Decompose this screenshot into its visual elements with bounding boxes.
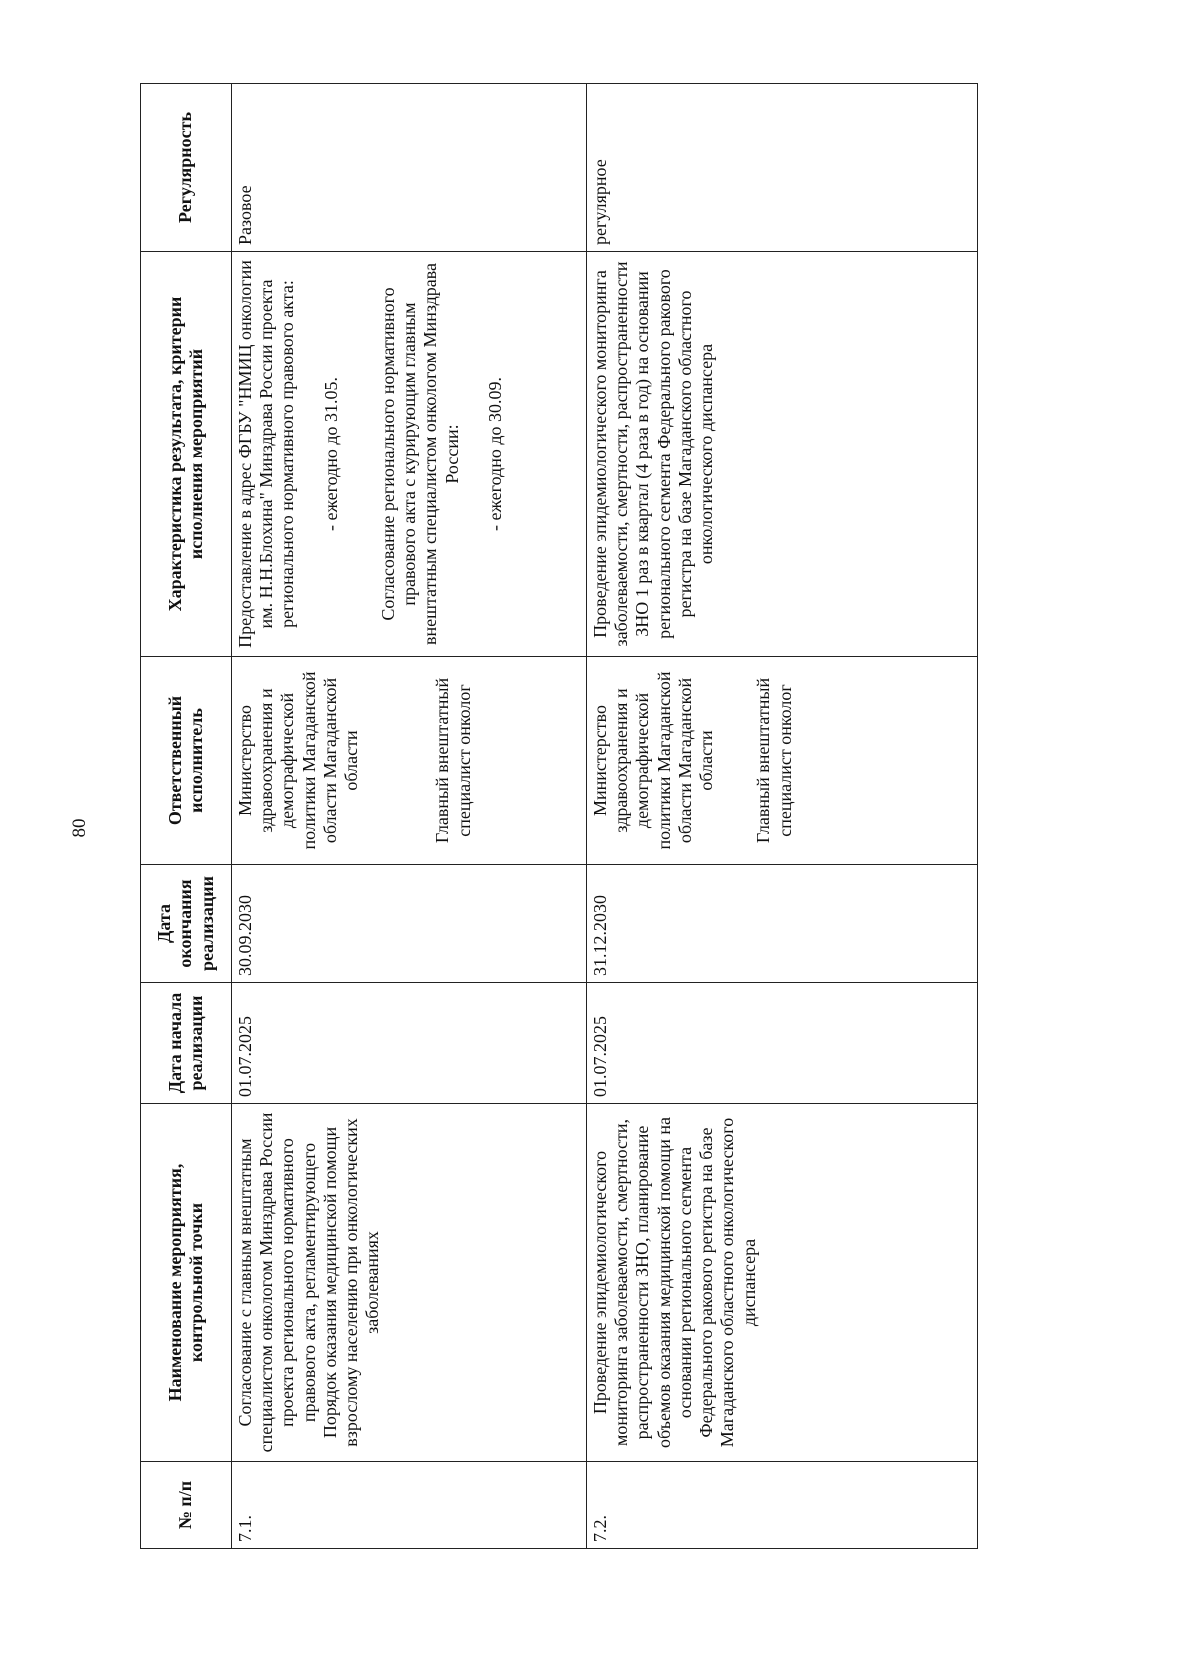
end-date: 31.12.2030 <box>587 865 978 983</box>
characteristics-deadline: - ежегодно до 31.05. <box>320 376 341 532</box>
responsible-specialist: Главный внештатный специалист онколог <box>432 677 474 844</box>
header-num: № п/п <box>141 1462 232 1549</box>
characteristics-deadline: - ежегодно до 30.09. <box>484 376 505 532</box>
characteristics-text: Предоставление в адрес ФГБУ "НМИЦ онкологии им. Н.Н.Блохина" Минздрава России проекта регионального нормативного правового акта: <box>235 260 298 648</box>
header-name: Наименование мероприятия, контрольной точки <box>141 1104 232 1462</box>
row-number: 7.2. <box>587 1462 978 1549</box>
characteristics-text: Проведение эпидемиологического мониторинга заболеваемости, смертности, распространенности ЗНО 1 раз в квартал (4 раза в год) на основании регионального сегмента Федерального ракового регистра на базе Магаданского областного онкологического диспансера <box>590 261 717 647</box>
header-start-date: Дата начала реализации <box>141 983 232 1104</box>
responsible-cell <box>587 657 978 865</box>
responsible-cell <box>232 657 587 865</box>
row-number: 7.1. <box>232 1462 587 1549</box>
table-row <box>232 84 587 1549</box>
header-responsible: Ответственный исполнитель <box>141 657 232 865</box>
table-header <box>141 84 232 1549</box>
regularity-value: регулярное <box>587 84 978 252</box>
end-date: 30.09.2030 <box>232 865 587 983</box>
responsible-ministry: Министерство здравоохранения и демографической политики Магаданской области Магаданской области <box>235 671 362 850</box>
page-number: 80 <box>69 818 90 838</box>
table-row <box>587 84 978 1549</box>
measures-table <box>140 83 978 1549</box>
characteristics-cell <box>587 252 978 657</box>
header-end-date: Дата окончания реализации <box>141 865 232 983</box>
responsible-specialist: Главный внештатный специалист онколог <box>753 677 795 844</box>
measure-name: Проведение эпидемиологического мониторинга заболеваемости, смертности, распространенности ЗНО, планирование объемов оказания медицинской помощи на основании регионального сегмента Федерального ракового регистра на базе Магаданского областного онкологического диспансера <box>587 1104 978 1462</box>
characteristics-cell <box>232 252 587 657</box>
regularity-value: Разовое <box>232 84 587 252</box>
header-row <box>141 84 232 1549</box>
measures-table-wrapper <box>140 84 978 1549</box>
header-characteristics: Характеристика результата, критерии исполнения мероприятий <box>141 252 232 657</box>
start-date: 01.07.2025 <box>232 983 587 1104</box>
measure-name: Согласование с главным внештатным специалистом онкологом Минздрава России проекта регионального нормативного правового акта, регламентирующего Порядок оказания медицинской помощи взрослому населению при онкологических заболеваниях <box>232 1104 587 1462</box>
responsible-ministry: Министерство здравоохранения и демографической политики Магаданской области Магаданской области <box>590 671 717 850</box>
characteristics-text: Согласование регионального нормативного правового акта с курирующим главным внештатным специалистом онкологом Минздрава России: <box>377 262 462 646</box>
header-regularity: Регулярность <box>141 84 232 252</box>
start-date: 01.07.2025 <box>587 983 978 1104</box>
